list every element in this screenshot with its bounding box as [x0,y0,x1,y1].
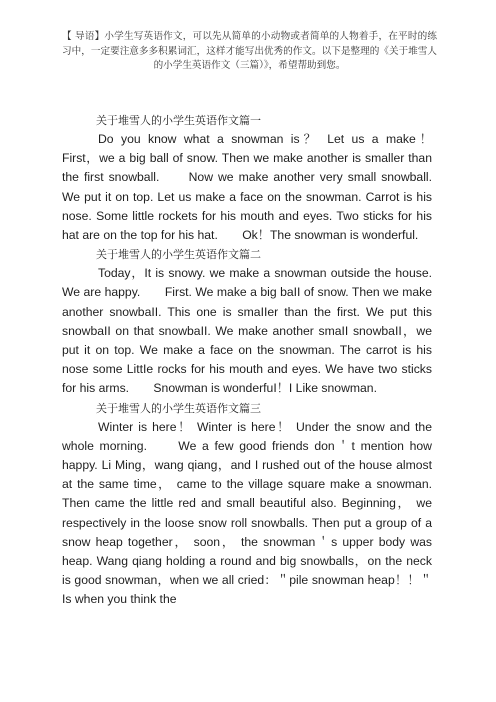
section-heading-3: 关于堆雪人的小学生英语作文篇三 [96,401,261,415]
section-paragraph-1: Do you know what a snowman is？ Let us a make！ First，we a big ball of snow. Then we make another is smaller than the first snowball. Now we make another very small snowball. We put it on top. Let us make a face on the snowman. Carrot is his nose. Some little rockets for his mouth and eyes. Two sticks for his hat are on the top for his hat. Ok！The snowman is wonderful. [62,132,457,243]
section-paragraph-2: Today，It is snowy. we make a snowman outside the house. We are happy. First. We make a big baII of snow. Then we make another snowbaII. This one is smaIIer than the first. We put this snowbaII on that snowbaII. We make another smaII snowbaII，we put it on top. We make a face on the snowman. The carrot is his nose some LittIe rocks for his mouth and eyes. We have two sticks for his arms. Snowman is wonderfuI！I Like snowman. [62,266,432,396]
section-heading-2: 关于堆雪人的小学生英语作文篇二 [96,248,261,262]
article-body [62,111,457,610]
section-paragraph-3: Winter is here！ Winter is here！ Under the snow and the whole morning. We a few good friends don＇t mention how happy. Li Ming，wang qiang，and I rushed out of the house almost at the same time， came to the village square make a snowman. Then came the little red and small beautiful also. Beginning， we respectively in the loose snow roll snowballs. Then put a group of a snow heap together， soon， the snowman＇s upper body was heap. Wang qiang holding a round and big snowballs，on the neck is good snowman，when we all cried：＂pile snowman heap！！＂ Is when you think the [62,419,432,607]
intro-text: 【 导语】小学生写英语作文，可以先从简单的小动物或者简单的人物着手，在平时的练习中，一定要注意多多积累词汇，这样才能写出优秀的作文。以下是整理的《关于堆雪人的小学生英语作文（三篇）》，希望帮助到您。 [62,31,437,71]
section-heading-1: 关于堆雪人的小学生英语作文篇一 [96,114,261,127]
